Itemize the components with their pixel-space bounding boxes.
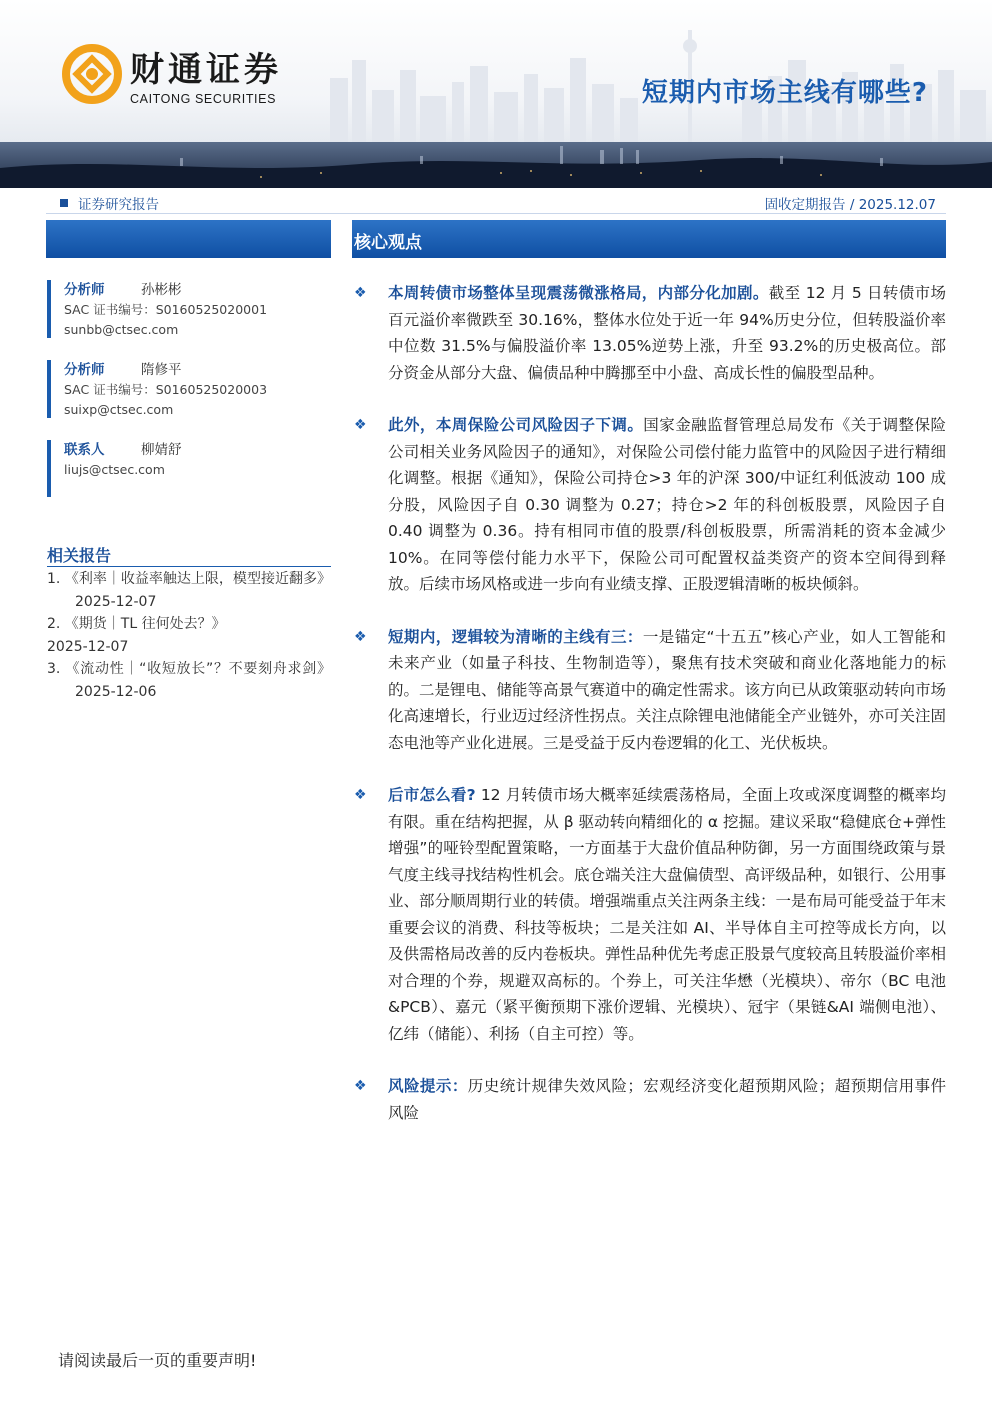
core-view-lead: 此外，本周保险公司风险因子下调。: [388, 416, 644, 434]
analyst-cert: SAC 证书编号：S0160525020001: [64, 302, 268, 317]
logo-chinese-name: 财通证券: [130, 50, 282, 90]
related-report-item[interactable]: [47, 568, 331, 613]
left-header-bar: [46, 220, 331, 258]
related-report-date: 2025-12-06: [75, 683, 157, 700]
report-type-label: 证券研究报告: [78, 197, 159, 213]
analyst-card: [47, 280, 349, 338]
related-report-item[interactable]: [47, 658, 331, 703]
core-views-list: [352, 280, 946, 1152]
logo-english-name: CAITONG SECURITIES: [130, 92, 277, 106]
report-title: 短期内市场主线有哪些?: [641, 78, 928, 108]
core-view-item: [352, 1073, 946, 1126]
report-header: [0, 0, 992, 188]
analyst-email[interactable]: sunbb@ctsec.com: [64, 322, 179, 337]
diamond-bullet-icon: ❖: [354, 285, 367, 301]
core-view-lead: 本周转债市场整体呈现震荡微涨格局，内部分化加剧。: [388, 284, 769, 302]
core-view-item: [352, 412, 946, 598]
section-title: 核心观点: [354, 233, 422, 253]
core-view-item: [352, 624, 946, 757]
report-type: [60, 193, 159, 213]
related-reports-list: [47, 568, 331, 703]
core-view-body: 12 月转债市场大概率延续震荡格局，全面上攻或深度调整的概率均有限。重在结构把握，从 β 驱动转向精细化的 α 挖掘。建议采取“稳健底仓+弹性增强”的哑铃型配置策略，一方面基于大盘价值品种防御，另一方面围绕政策与景气度主线寻找结构性机会。底仓端关注大盘偏债型、高评级品种，如银行、公用事业、部分顺周期行业的转债。增强端重点关注两条主线：一是布局可能受益于年末重要会议的消费、科技等板块；二是关注如 AI、半导体自主可控等成长方向，以及供需格局改善的反内卷板块。弹性品种优先考虑正股景气度较高且转股溢价率相对合理的个券，规避双高标的。个券上，可关注华懋（光模块）、帝尔（BC 电池&PCB）、嘉元（紧平衡预期下涨价逻辑、光模块）、冠宇（果链&AI 端侧电池）、亿纬（储能）、利扬（自主可控）等。: [388, 786, 947, 1043]
related-report-text: 1. 《利率｜收益率触达上限，模型接近翻多》: [47, 571, 331, 587]
report-category-date: 固收定期报告 / 2025.12.07: [764, 197, 936, 213]
divider: [46, 213, 946, 214]
core-view-item: [352, 280, 946, 386]
related-reports-title: 相关报告: [47, 546, 112, 565]
footer-disclaimer-note: 请阅读最后一页的重要声明!: [58, 1351, 257, 1370]
related-report-text: 3. 《流动性｜“收短放长”？不要刻舟求剑》: [47, 661, 331, 677]
analyst-role: 分析师: [64, 282, 105, 298]
core-view-body: 国家金融监督管理总局发布《关于调整保险公司相关业务风险因子的通知》，对保险公司偿付能力监管中的风险因子进行精细化调整。根据《通知》，保险公司持仓>3 年的沪深 300/中证红利低波动 100 成分股，风险因子自 0.30 调整为 0.27；持仓>2 年的科创板股票，风险因子自 0.40 调整为 0.36。持有相同市值的股票/科创板股票，所需消耗的资本金减少 10%。在同等偿付能力水平下，保险公司可配置权益类资产的资本空间得到释放。后续市场风格或进一步向有业绩支撑、正股逻辑清晰的板块倾斜。: [388, 416, 946, 593]
diamond-bullet-icon: ❖: [354, 787, 367, 803]
analyst-name: 孙彬彬: [141, 282, 182, 298]
analyst-name: 隋修平: [141, 362, 182, 378]
diamond-bullet-icon: ❖: [354, 628, 367, 645]
contact-name: 柳婧舒: [141, 442, 182, 458]
square-bullet-icon: [60, 199, 68, 207]
analyst-role: 分析师: [64, 362, 105, 378]
contact-email[interactable]: liujs@ctsec.com: [64, 462, 165, 477]
related-reports-divider: [47, 566, 331, 567]
analyst-cert: SAC 证书编号：S0160525020003: [64, 382, 268, 397]
related-report-date: 2025-12-07: [75, 593, 157, 610]
core-view-lead: 短期内，逻辑较为清晰的主线有三：: [388, 627, 643, 646]
core-view-body: 历史统计规律失效风险；宏观经济变化超预期风险；超预期信用事件风险: [388, 1077, 946, 1122]
related-report-item[interactable]: [47, 613, 331, 658]
contact-card: [47, 440, 349, 497]
core-view-lead: 后市怎么看?: [388, 786, 476, 804]
caitong-logo-icon: [62, 44, 122, 104]
analyst-email[interactable]: suixp@ctsec.com: [64, 402, 174, 417]
core-view-lead: 风险提示：: [388, 1077, 468, 1095]
contact-role: 联系人: [64, 442, 105, 458]
core-view-item: [352, 782, 946, 1047]
diamond-bullet-icon: ❖: [354, 1078, 367, 1094]
related-report-date: 2025-12-07: [47, 638, 129, 655]
core-view-body: 一是锚定“十五五”核心产业，如人工智能和未来产业（如量子科技、生物制造等），聚焦有技术突破和商业化落地能力的标的。二是锂电、储能等高景气赛道中的确定性需求。该方向已从政策驱动转向市场化高速增长，行业迈过经济性拐点。关注点除锂电池储能全产业链外，亦可关注固态电池等产业化进展。三是受益于反内卷逻辑的化工、光伏板块。: [388, 627, 947, 752]
related-report-text: 2. 《期货｜TL 往何处去？》: [47, 616, 226, 632]
core-views-bar: [352, 220, 946, 258]
analyst-card: [47, 360, 349, 418]
diamond-bullet-icon: ❖: [354, 417, 367, 433]
core-view-body: 截至 12 月 5 日转债市场百元溢价率微跌至 30.16%，整体水位处于近一年 94%历史分位，但转股溢价率中位数 31.5%与偏股溢价率 13.05%逆势上涨，升至 93.2%的历史极高位。部分资金从部分大盘、偏债品种中腾挪至中小盘、高成长性的偏股型品种。: [388, 284, 946, 382]
